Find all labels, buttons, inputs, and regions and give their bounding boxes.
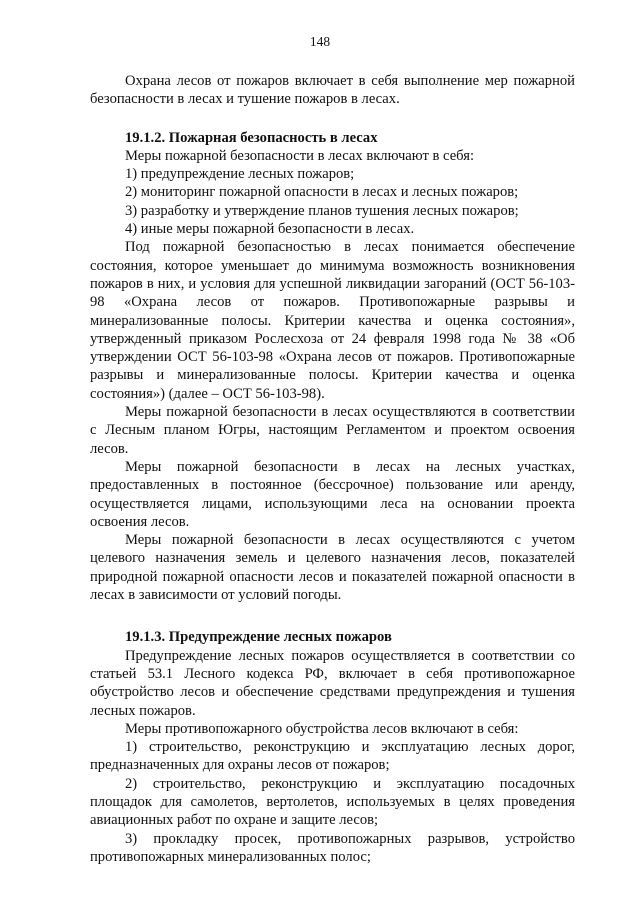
page-number: 148 — [309, 34, 331, 49]
paragraph: Меры пожарной безопасности в лесах осуществляются с учетом целевого назначения земель и целевого назначения лесов, показателей природной пожарной опасности лесов и показателей пожарной опасности в лесах в зависимости от условий погоды. — [90, 532, 575, 604]
paragraph: Меры противопожарного обустройства лесов включают в себя: — [125, 720, 519, 737]
paragraph: Предупреждение лесных пожаров осуществляется в соответствии со статьей 53.1 Лесного кодекса РФ, включает в себя противопожарное обустройство лесов и обеспечение средствами предупреждения и тушения лесных пожаров. — [90, 647, 575, 719]
paragraph: Под пожарной безопасностью в лесах понимается обеспечение состояния, которое уменьшает до минимума возможность возникновения пожаров в них, и условия для успешной ликвидации загораний (ОСТ 56-103-98 «Охрана лесов от пожаров. Противопожарные разрывы и минерализованные полосы. Критерии качества и оценка состояния», утвержденный приказом Рослесхоза от 24 февраля 1998 года № 38 «Об утверждении ОСТ 56-103-98 «Охрана лесов от пожаров. Противопожарные разрывы и минерализованные полосы. Критерии качества и оценка состояния») (далее – ОСТ 56-103-98). — [90, 239, 575, 402]
list-item: 1) предупреждение лесных пожаров; — [125, 166, 355, 183]
paragraph: Меры пожарной безопасности в лесах осуществляются в соответствии с Лесным планом Югры, настоящим Регламентом и проектом освоения лесов. — [90, 404, 575, 457]
section-heading-fire-safety: 19.1.2. Пожарная безопасность в лесах — [125, 129, 378, 146]
list-item: 3) прокладку просек, противопожарных разрывов, устройство противопожарных минерализованных полос; — [90, 830, 575, 865]
list-item: 3) разработку и утверждение планов тушения лесных пожаров; — [125, 202, 519, 219]
intro-paragraph: Охрана лесов от пожаров включает в себя выполнение мер пожарной безопасности в лесах и тушение пожаров в лесах. — [90, 73, 575, 108]
list-item: 4) иные меры пожарной безопасности в лесах. — [125, 221, 415, 238]
section-heading-fire-prevention: 19.1.3. Предупреждение лесных пожаров — [125, 629, 392, 646]
list-item: 2) строительство, реконструкцию и эксплуатацию посадочных площадок для самолетов, вертолетов, используемых в целях проведения авиационных работ по охране и защите лесов; — [90, 775, 575, 829]
list-item: 2) мониторинг пожарной опасности в лесах и лесных пожаров; — [125, 184, 519, 201]
fire-safety-lead: Меры пожарной безопасности в лесах включают в себя: — [125, 147, 474, 164]
page-content — [90, 72, 575, 866]
paragraph: Меры пожарной безопасности в лесах на лесных участках, предоставленных в постоянное (бессрочное) пользование или аренду, осуществляется лицами, использующими леса на основании проекта освоения лесов. — [90, 458, 575, 530]
list-item: 1) строительство, реконструкцию и эксплуатацию лесных дорог, предназначенных для охраны лесов от пожаров; — [90, 739, 575, 774]
